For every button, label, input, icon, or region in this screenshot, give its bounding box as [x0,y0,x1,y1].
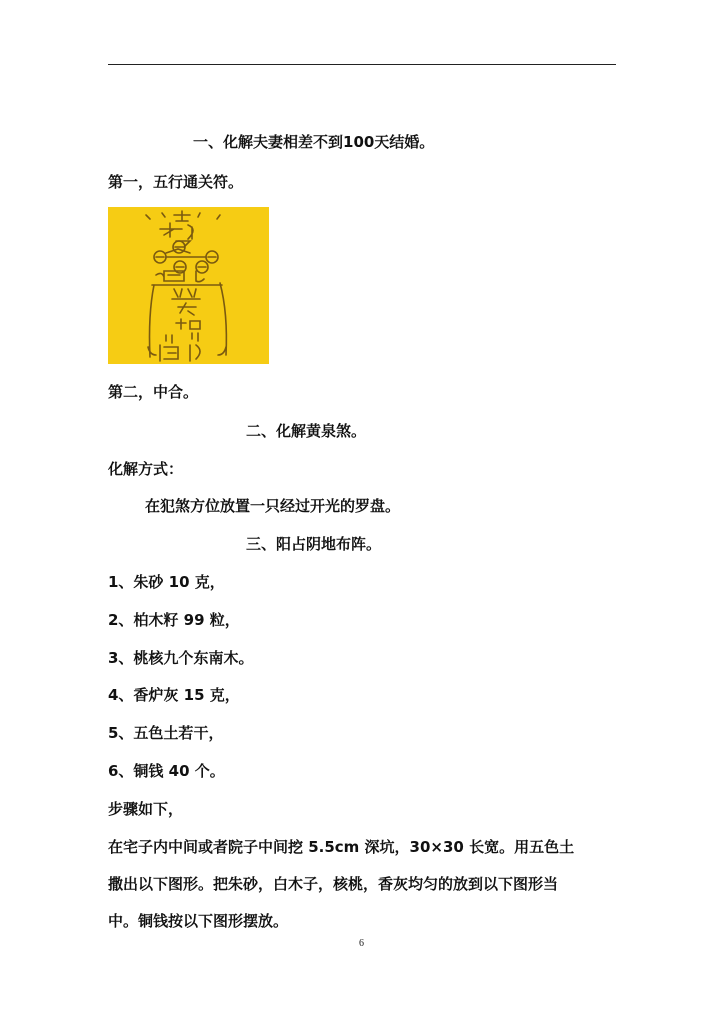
talisman-drawing [108,207,269,364]
list-item: 2、柏木籽 99 粒， [108,611,240,629]
section-heading-2: 二、化解黄泉煞。 [246,422,367,440]
list-item: 4、香炉灰 15 克， [108,686,240,704]
header-rule [108,64,616,65]
section-heading-3: 三、阳占阴地布阵。 [246,535,382,553]
steps-text-line: 撒出以下图形。把朱砂，白木子，核桃，香灰均匀的放到以下图形当 [108,875,559,893]
page-number: 6 [359,938,364,949]
method-text: 在犯煞方位放置一只经过开光的罗盘。 [145,497,401,515]
item-first: 第一，五行通关符。 [108,173,244,191]
talisman-image [108,207,269,364]
list-item: 3、桃核九个东南木。 [108,649,254,667]
list-item: 1、朱砂 10 克， [108,573,225,591]
section-heading-1: 一、化解夫妻相差不到100天结婚。 [193,133,435,151]
method-label: 化解方式： [108,460,184,478]
steps-label: 步骤如下， [108,800,184,818]
item-second: 第二，中合。 [108,383,199,401]
list-item: 5、五色土若干， [108,724,224,742]
steps-text-line: 中。铜钱按以下图形摆放。 [108,912,289,930]
steps-text-line: 在宅子内中间或者院子中间挖 5.5cm 深坑，30×30 长宽。用五色土 [108,838,575,856]
list-item: 6、铜钱 40 个。 [108,762,225,780]
